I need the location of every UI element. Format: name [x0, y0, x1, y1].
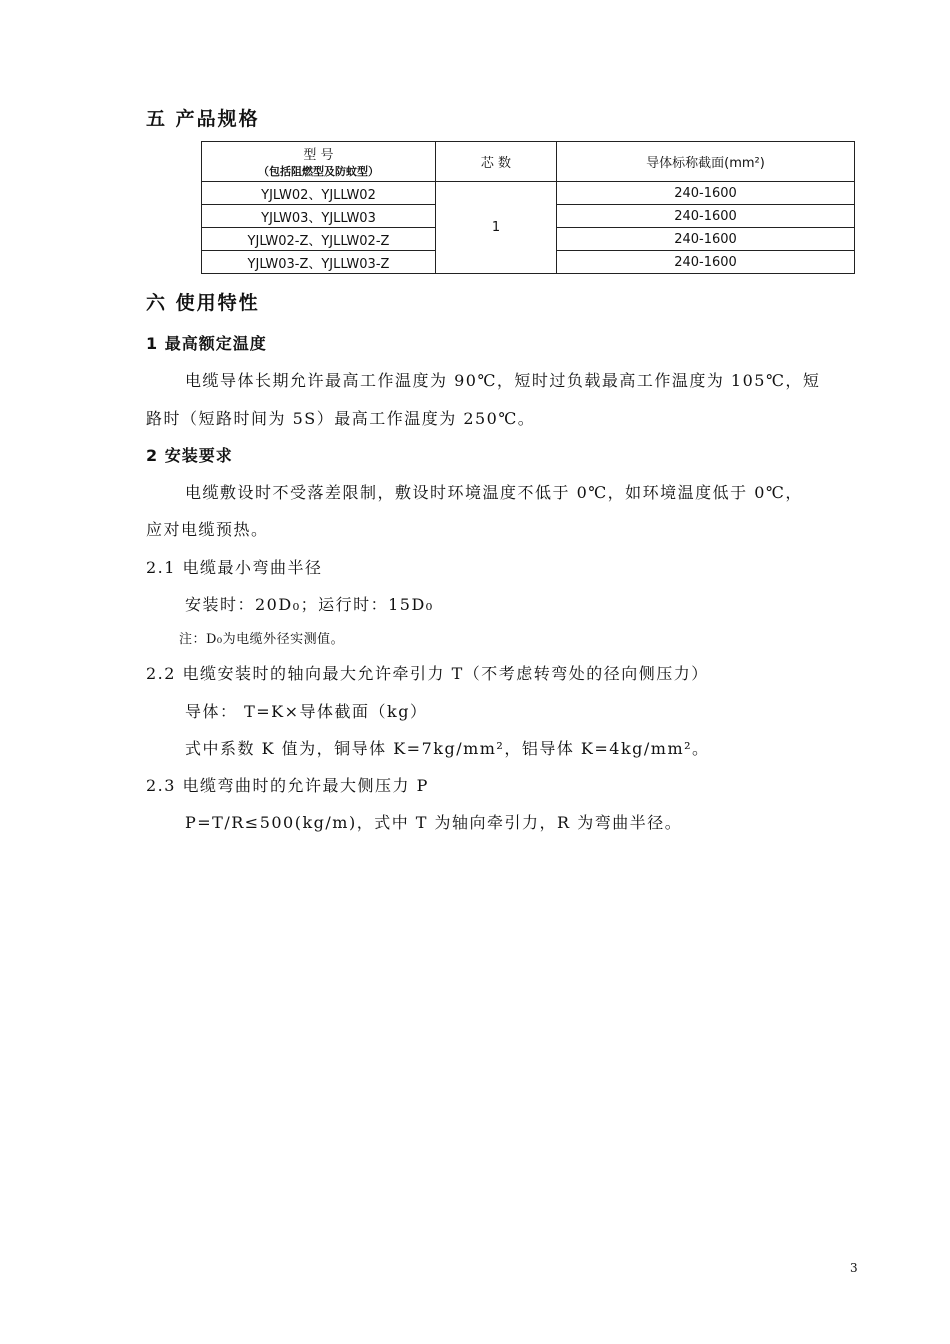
pulling-force-formula: 导体： T=K×导体截面（kg）: [185, 702, 428, 721]
bend-radius-title: 2.1 电缆最小弯曲半径: [146, 558, 323, 577]
temp-paragraph-line2: 路时（短路时间为 5S）最高工作温度为 250℃。: [146, 409, 536, 428]
cell-section: 240-1600: [557, 228, 855, 251]
pulling-force-title: 2.2 电缆安装时的轴向最大允许牵引力 T（不考虑转弯处的径向侧压力）: [146, 664, 709, 683]
header-section: 导体标称截面(mm²): [557, 142, 855, 182]
table-header-row: [202, 142, 855, 182]
install-paragraph-line1: 电缆敷设时不受落差限制，敷设时环境温度不低于 0℃，如环境温度低于 0℃，: [185, 483, 803, 502]
page-number: 3: [850, 1261, 858, 1275]
side-pressure-formula: P=T/R≤500(kg/m)，式中 T 为轴向牵引力，R 为弯曲半径。: [185, 813, 683, 832]
pulling-force-coefficient: 式中系数 K 值为，铜导体 K=7kg/mm²，铝导体 K=4kg/mm²。: [185, 739, 710, 758]
cell-section: 240-1600: [557, 182, 855, 205]
bend-radius-note: 注：D₀为电缆外径实测值。: [179, 632, 345, 647]
header-model-label: 型 号: [303, 148, 334, 163]
cell-model: YJLW03、YJLLW03: [202, 205, 436, 228]
cell-model: YJLW03-Z、YJLLW03-Z: [202, 251, 436, 274]
install-paragraph-line2: 应对电缆预热。: [146, 520, 269, 539]
temp-paragraph-line1: 电缆导体长期允许最高工作温度为 90℃，短时过负载最高工作温度为 105℃，短: [185, 371, 821, 390]
header-cores: 芯 数: [436, 142, 557, 182]
bend-radius-values: 安装时：20D₀；运行时：15D₀: [185, 595, 434, 614]
table-row: [202, 182, 855, 205]
install-heading: 2 安装要求: [146, 446, 233, 465]
cell-section: 240-1600: [557, 251, 855, 274]
side-pressure-title: 2.3 电缆弯曲时的允许最大侧压力 P: [146, 776, 429, 795]
section-5-heading: 五 产品规格: [146, 108, 260, 130]
cell-cores: 1: [436, 182, 557, 274]
cell-section: 240-1600: [557, 205, 855, 228]
header-model: [202, 142, 436, 182]
cell-model: YJLW02-Z、YJLLW02-Z: [202, 228, 436, 251]
header-model-sub: （包括阻燃型及防蚊型）: [258, 165, 379, 178]
section-6-heading: 六 使用特性: [146, 292, 260, 314]
temp-heading: 1 最高额定温度: [146, 334, 267, 353]
product-spec-table: [201, 141, 855, 274]
cell-model: YJLW02、YJLLW02: [202, 182, 436, 205]
